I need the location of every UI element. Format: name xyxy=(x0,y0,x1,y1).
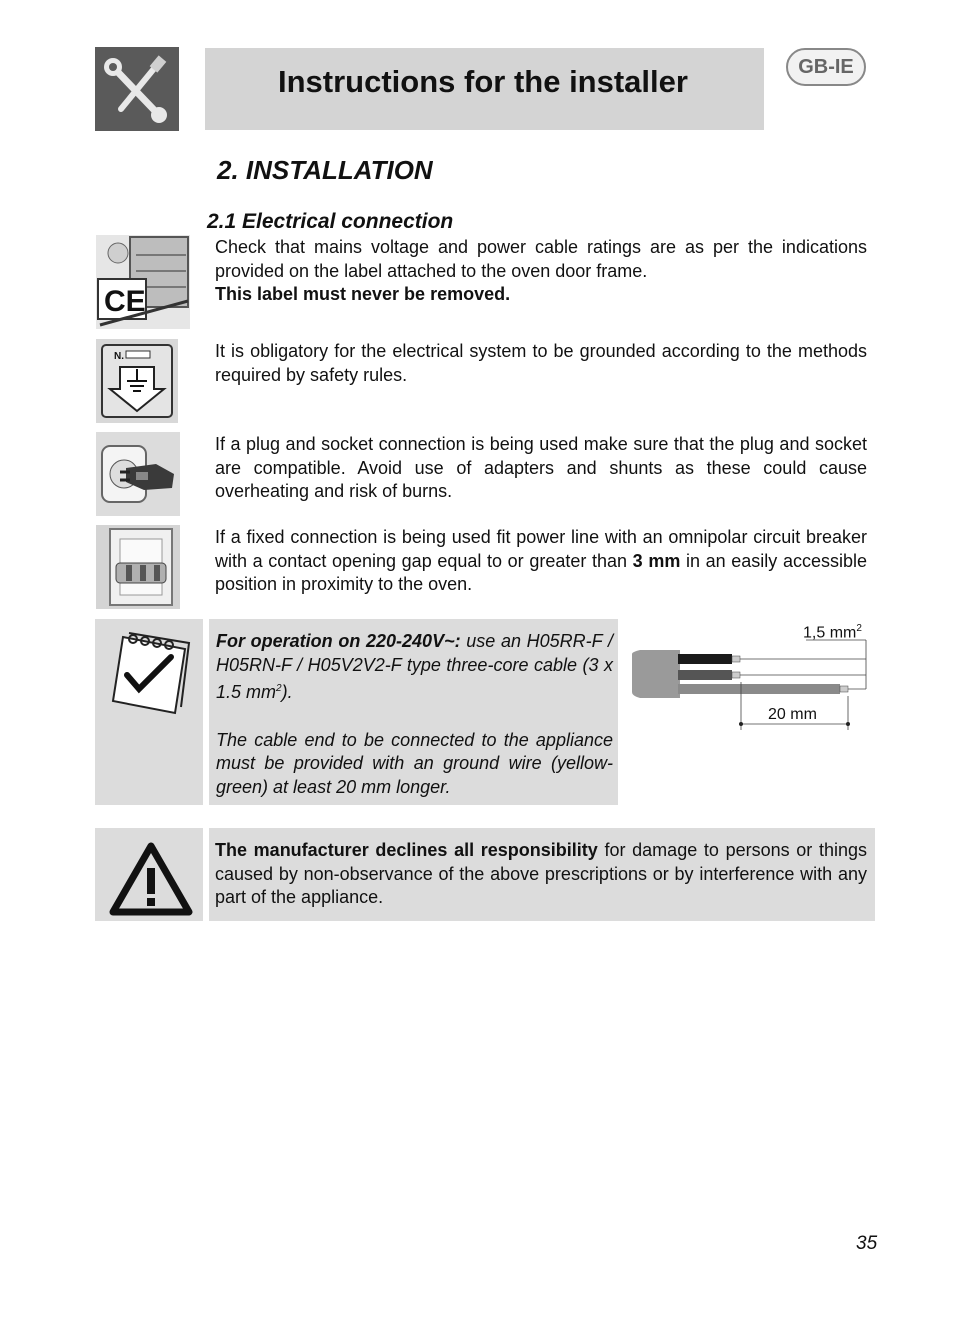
disclaimer-bold: The manufacturer declines all responsibility xyxy=(215,840,598,860)
language-badge: GB-IE xyxy=(786,48,866,86)
fixed-connection-text-end: in an easily accessible position in proximity to the oven. xyxy=(215,550,867,594)
cable-section-label xyxy=(803,619,862,643)
paragraph-plug-socket: If a plug and socket connection is being used make sure that the plug and socket are compatible. Avoid use of adapters and shunts as these could cause overheating and risk of burns. xyxy=(215,434,867,501)
fixed-connection-text: If a fixed connection is being used fit power line with an omnipolar circuit breaker with a contact opening gap equal to or greater than xyxy=(215,527,867,571)
warning-icon-panel xyxy=(95,828,203,921)
cable-section-sup: 2 xyxy=(856,623,862,634)
note-icon-panel xyxy=(95,619,203,805)
note-lead-end: ). xyxy=(281,682,293,702)
notepad-check-icon xyxy=(95,619,203,805)
page-number: 35 xyxy=(856,1233,878,1254)
warning-triangle-icon xyxy=(95,828,203,921)
gap-value: 3 mm xyxy=(632,550,681,571)
ground-terminal-icon xyxy=(96,339,178,423)
page-title: Instructions for the installer xyxy=(278,64,688,99)
disclaimer-text: for damage to persons or things caused by non-observance of the above prescriptions or by interference with any part of the appliance. xyxy=(215,840,867,907)
svg-text:N.: N. xyxy=(114,351,124,362)
note-ground-wire-text: The cable end to be connected to the appliance must be provided with an ground wire (yellow-green) at least 20 mm longer. xyxy=(216,729,613,797)
label-warning-text: This label must never be removed. xyxy=(215,284,511,304)
note-lead-bold: For operation on 220-240V~: xyxy=(216,631,461,651)
note-sup: 2 xyxy=(276,683,282,694)
label-check-text: Check that mains voltage and power cable ratings are as per the indications provided on the label attached to the oven door frame. xyxy=(215,237,867,281)
wrench-screwdriver-icon xyxy=(95,47,179,131)
note-lead-text: use an H05RR-F / H05RN-F / H05V2V2-F type three-core cable (3 x 1.5 mm xyxy=(216,631,613,702)
paragraph-label-check xyxy=(215,236,867,307)
plug-socket-icon xyxy=(96,432,180,516)
subsection-title: 2.1 Electrical connection xyxy=(207,210,454,233)
section-title: 2. INSTALLATION xyxy=(217,155,433,185)
svg-text:CE: CE xyxy=(104,285,146,318)
cable-spec-note xyxy=(216,630,613,799)
cable-length-label: 20 mm xyxy=(768,706,817,723)
circuit-breaker-icon xyxy=(96,525,180,609)
ce-label-icon xyxy=(96,235,190,329)
paragraph-fixed-connection xyxy=(215,526,867,597)
paragraph-grounding: It is obligatory for the electrical system to be grounded according to the methods required by safety rules. xyxy=(215,341,867,385)
cable-section-value: 1,5 mm xyxy=(803,624,857,642)
responsibility-disclaimer xyxy=(215,839,867,910)
cable-diagram xyxy=(626,618,876,734)
